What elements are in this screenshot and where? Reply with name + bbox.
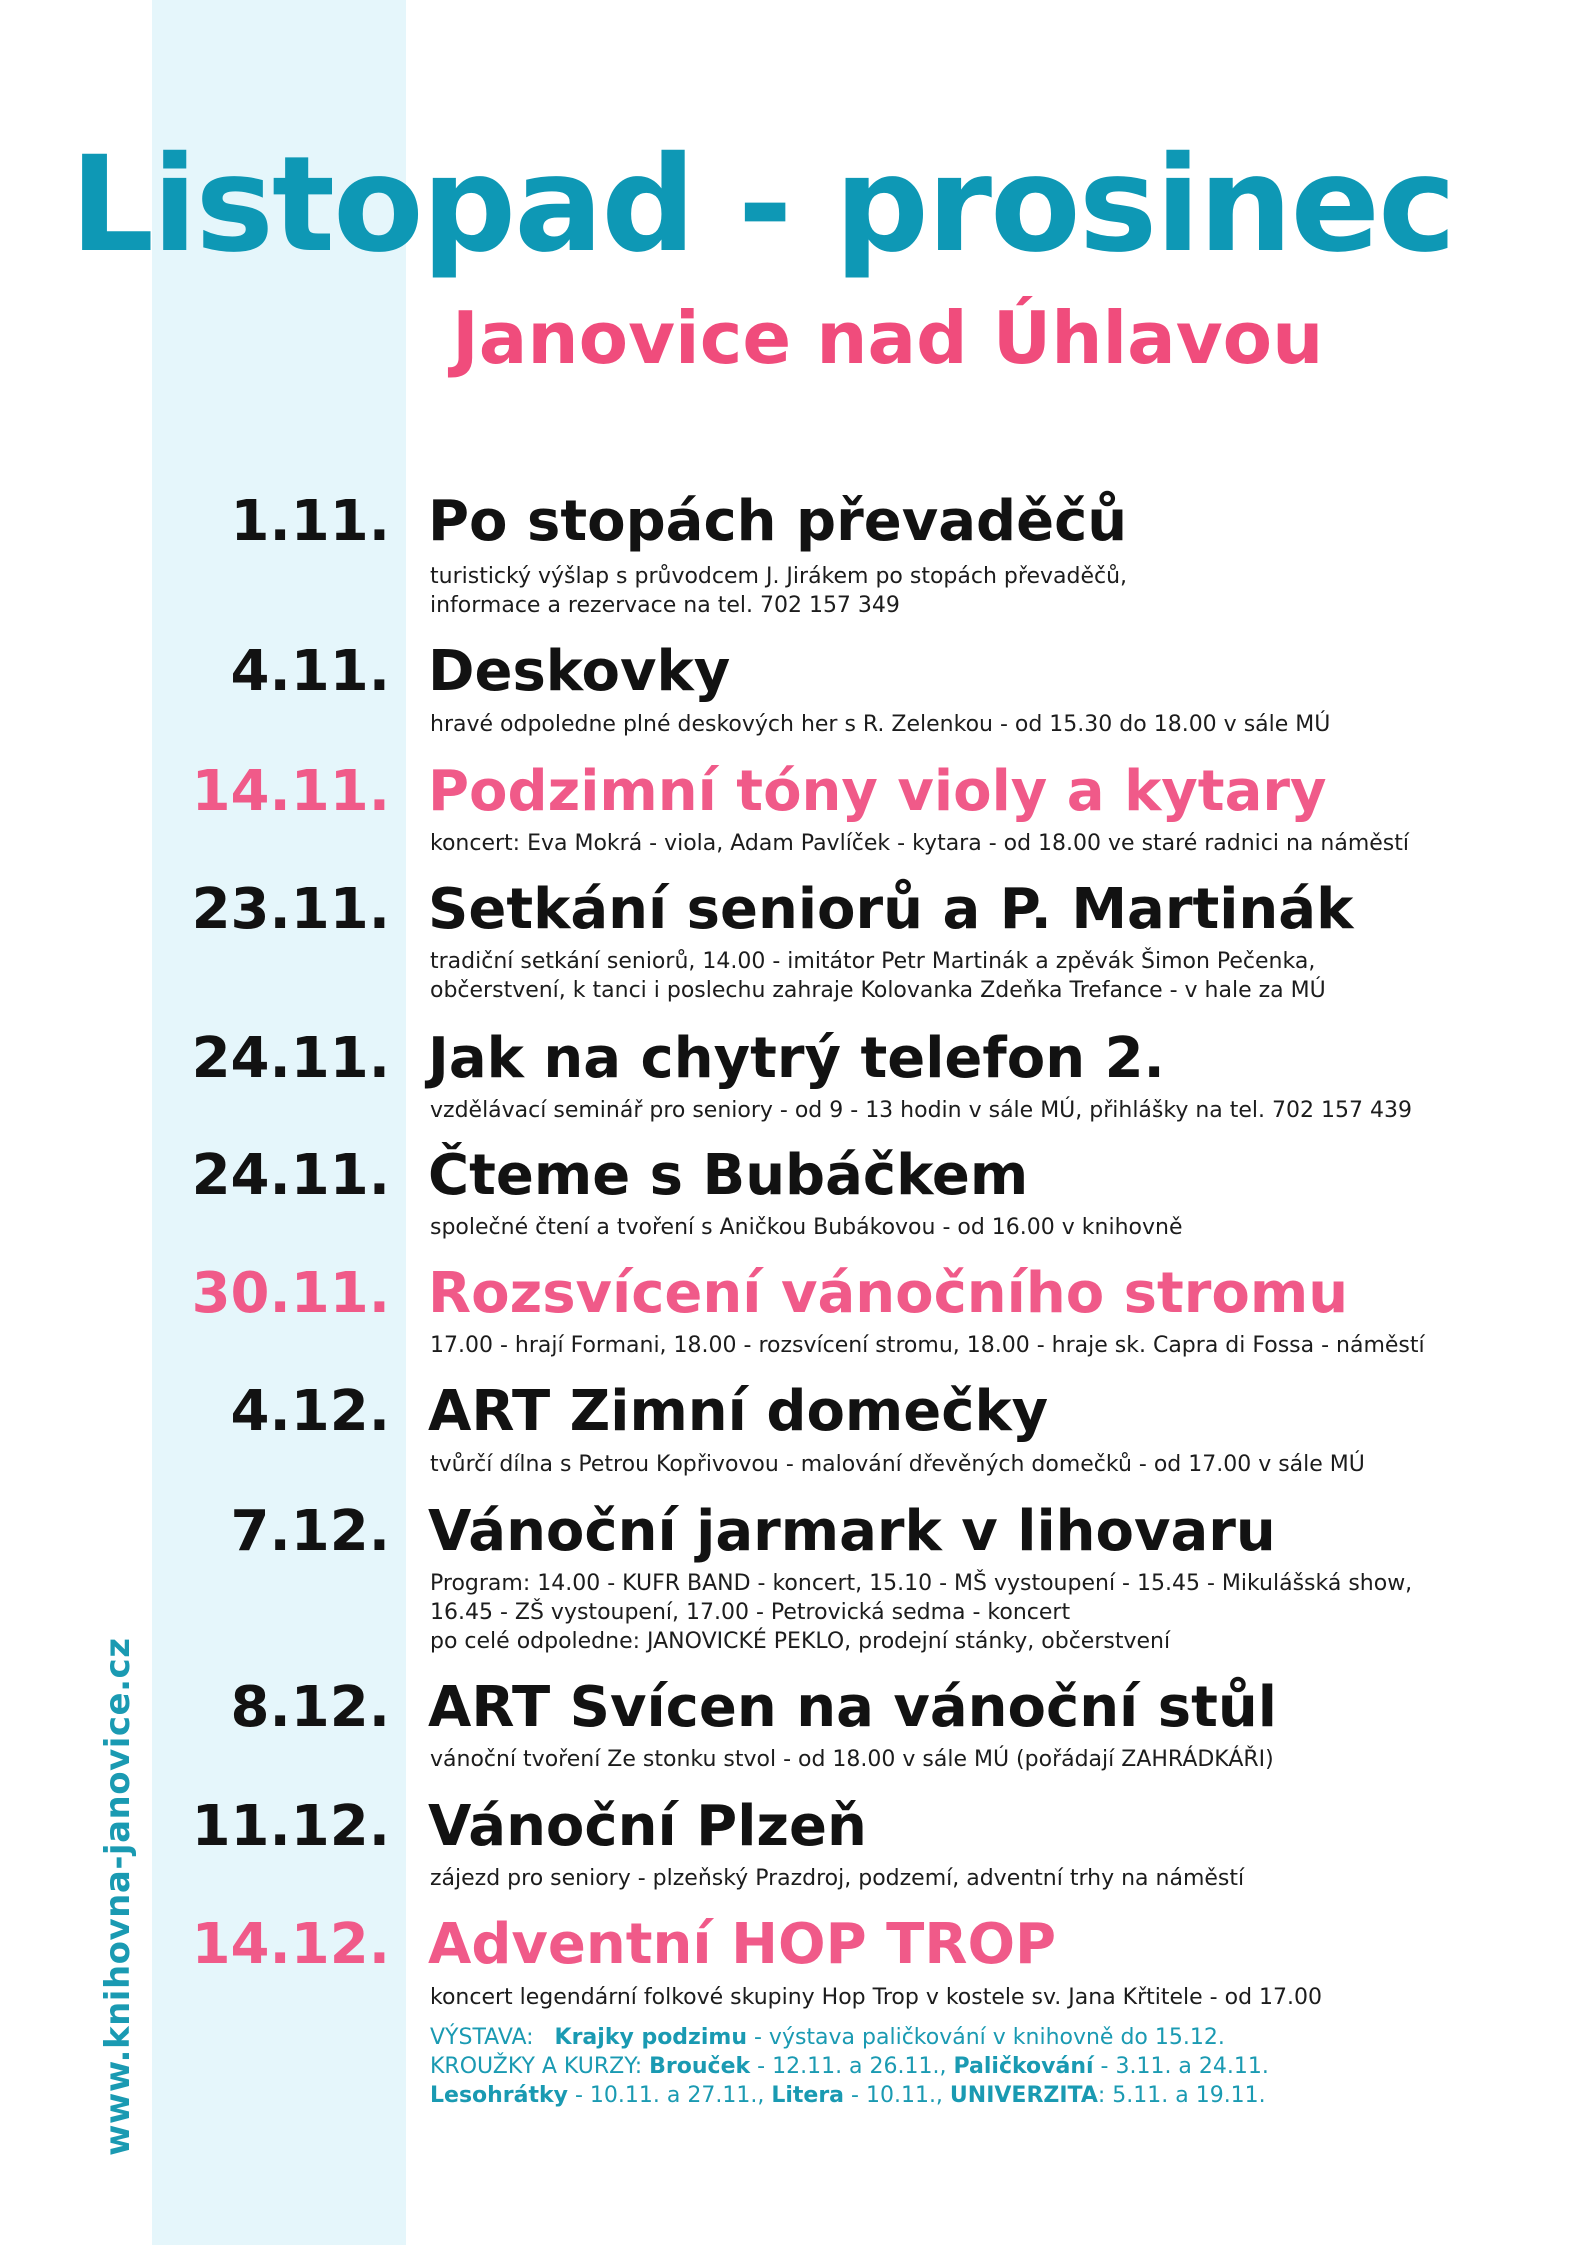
- event-description: vzdělávací seminář pro seniory - od 9 - 13 hodin v sále MÚ, přihlášky na tel. 702 157 439: [430, 1098, 1412, 1123]
- courses-label: KROUŽKY A KURZY:: [430, 2054, 650, 2079]
- event-description: Program: 14.00 - KUFR BAND - koncert, 15.10 - MŠ vystoupení - 15.45 - Mikulášská show, 16.45 - ZŠ vystoupení, 17.00 - Petrovická sedma - koncert po celé odpoledne: JANOVICKÉ PEKLO, prodejní stánky, občerstvení: [430, 1571, 1413, 1654]
- exhibition-text: - výstava paličkování v knihovně do 15.12.: [747, 2025, 1225, 2050]
- event-date: 1.11.: [230, 489, 390, 554]
- background-stripe: [152, 0, 406, 2245]
- event-date: 4.12.: [230, 1379, 390, 1444]
- event-description: tvůrčí dílna s Petrou Kopřivovou - malování dřevěných domečků - od 17.00 v sále MÚ: [430, 1452, 1365, 1477]
- event-title: Rozsvícení vánočního stromu: [428, 1261, 1349, 1326]
- event-description: vánoční tvoření Ze stonku stvol - od 18.00 v sále MÚ (pořádají ZAHRÁDKÁŘI): [430, 1747, 1274, 1772]
- event-date: 30.11.: [191, 1261, 390, 1326]
- event-date: 4.11.: [230, 639, 390, 704]
- exhibition-label: VÝSTAVA:: [430, 2025, 534, 2050]
- event-date: 14.12.: [191, 1912, 390, 1977]
- course-name: Paličkování: [953, 2054, 1094, 2079]
- event-title: Po stopách převaděčů: [428, 489, 1128, 554]
- event-description: turistický výšlap s průvodcem J. Jirákem po stopách převaděčů, informace a rezervace na tel. 702 157 349: [430, 564, 1128, 618]
- event-title: Deskovky: [428, 639, 731, 704]
- event-date: 8.12.: [230, 1675, 390, 1740]
- event-title: Podzimní tóny violy a kytary: [428, 759, 1327, 824]
- courses-info-continued: [430, 2081, 1550, 2110]
- event-description: hravé odpoledne plné deskových her s R. Zelenkou - od 15.30 do 18.00 v sále MÚ: [430, 712, 1331, 737]
- course-name: Lesohrátky: [430, 2083, 568, 2108]
- event-title: Čteme s Bubáčkem: [428, 1143, 1029, 1208]
- course-name: Litera: [771, 2083, 845, 2108]
- course-dates: - 12.11. a 26.11.,: [750, 2054, 954, 2079]
- exhibition-name: Krajky podzimu: [554, 2025, 747, 2050]
- event-description: tradiční setkání seniorů, 14.00 - imitátor Petr Martinák a zpěvák Šimon Pečenka, občerstvení, k tanci i poslechu zahraje Kolovanka Zdeňka Trefance - v hale za MÚ: [430, 949, 1326, 1003]
- course-name: Brouček: [649, 2054, 751, 2079]
- event-title: Vánoční Plzeň: [428, 1794, 867, 1859]
- event-description: 17.00 - hrají Formani, 18.00 - rozsvícení stromu, 18.00 - hraje sk. Capra di Fossa - náměstí: [430, 1333, 1425, 1358]
- event-description: zájezd pro seniory - plzeňský Prazdroj, podzemí, adventní trhy na náměstí: [430, 1866, 1245, 1891]
- event-title: ART Svícen na vánoční stůl: [428, 1675, 1277, 1740]
- event-title: Adventní HOP TROP: [428, 1912, 1057, 1977]
- course-dates: - 10.11. a 27.11.,: [568, 2083, 772, 2108]
- courses-info: [430, 2052, 1550, 2081]
- event-title: Vánoční jarmark v lihovaru: [428, 1499, 1276, 1564]
- event-title: Setkání seniorů a P. Martinák: [428, 877, 1354, 942]
- event-title: Jak na chytrý telefon 2.: [428, 1026, 1165, 1091]
- course-dates: - 10.11.,: [844, 2083, 950, 2108]
- event-date: 7.12.: [230, 1499, 390, 1564]
- event-date: 24.11.: [191, 1143, 390, 1208]
- event-date: 24.11.: [191, 1026, 390, 1091]
- event-date: 23.11.: [191, 877, 390, 942]
- course-dates: - 3.11. a 24.11.: [1093, 2054, 1269, 2079]
- event-title: ART Zimní domečky: [428, 1379, 1049, 1444]
- event-description: koncert: Eva Mokrá - viola, Adam Pavlíček - kytara - od 18.00 ve staré radnici na náměstí: [430, 831, 1409, 856]
- event-date: 14.11.: [191, 759, 390, 824]
- exhibition-info: [430, 2023, 1550, 2052]
- page-title: Listopad - prosinec: [70, 128, 1455, 282]
- course-name: UNIVERZITA: [949, 2083, 1098, 2108]
- page-subtitle: Janovice nad Úhlavou: [452, 296, 1324, 380]
- event-date: 11.12.: [191, 1794, 390, 1859]
- event-description: koncert legendární folkové skupiny Hop Trop v kostele sv. Jana Křtitele - od 17.00: [430, 1985, 1323, 2010]
- library-website-url[interactable]: www.knihovna-janovice.cz: [98, 1637, 138, 2156]
- event-description: společné čtení a tvoření s Aničkou Bubákovou - od 16.00 v knihovně: [430, 1215, 1183, 1240]
- course-dates: : 5.11. a 19.11.: [1097, 2083, 1266, 2108]
